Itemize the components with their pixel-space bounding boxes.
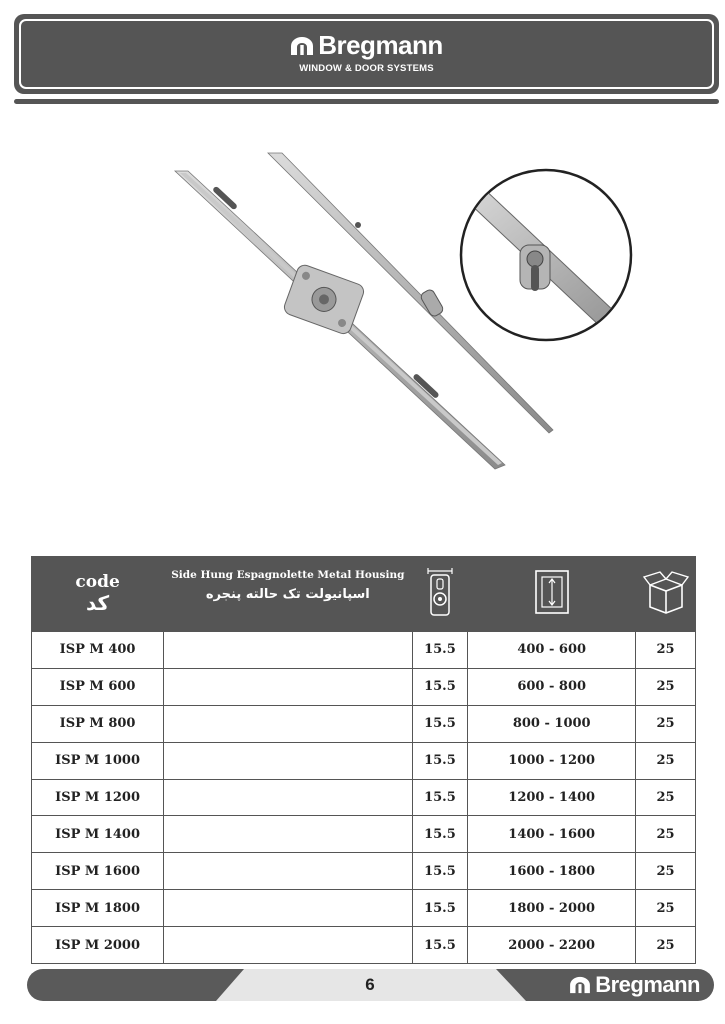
table-row: [32, 705, 696, 742]
cell-backset: 15.5: [412, 890, 468, 927]
cell-qty: 25: [636, 816, 696, 853]
code-label: code: [75, 571, 120, 592]
cell-qty: 25: [636, 853, 696, 890]
cell-range: 2000 - 2200: [468, 927, 636, 964]
cell-code: ISP M 1400: [32, 816, 164, 853]
cell-range: 1400 - 1600: [468, 816, 636, 853]
bregmann-logo-icon: [569, 976, 591, 994]
table-row: [32, 816, 696, 853]
cell-qty: 25: [636, 705, 696, 742]
title-en: Side Hung Espagnolette Metal Housing: [171, 569, 405, 581]
table-row: [32, 853, 696, 890]
cell-qty: 25: [636, 890, 696, 927]
header-banner: [14, 14, 719, 94]
cell-range: 1800 - 2000: [468, 890, 636, 927]
cell-range: 600 - 800: [468, 668, 636, 705]
box-column-header: [636, 557, 696, 632]
box-icon: [642, 569, 690, 615]
cell-blank: [164, 668, 412, 705]
cell-backset: 15.5: [412, 927, 468, 964]
code-column-header: [32, 557, 164, 632]
backset-column-header: [412, 557, 468, 632]
product-table: [31, 556, 696, 964]
cell-qty: 25: [636, 742, 696, 779]
sash-height-icon: [532, 568, 572, 616]
cell-blank: [164, 890, 412, 927]
cell-code: ISP M 1800: [32, 890, 164, 927]
footer-brand: [569, 972, 700, 998]
cell-code: ISP M 400: [32, 632, 164, 669]
cell-code: ISP M 1000: [32, 742, 164, 779]
cell-range: 1200 - 1400: [468, 779, 636, 816]
cell-range: 1600 - 1800: [468, 853, 636, 890]
espagnolette-product-image: [150, 145, 650, 485]
cell-backset: 15.5: [412, 853, 468, 890]
cell-qty: 25: [636, 927, 696, 964]
footer-brand-name: Bregmann: [595, 972, 700, 997]
cell-blank: [164, 779, 412, 816]
table-row: [32, 668, 696, 705]
cell-backset: 15.5: [412, 632, 468, 669]
table-row: [32, 742, 696, 779]
cell-qty: 25: [636, 668, 696, 705]
cell-range: 400 - 600: [468, 632, 636, 669]
cell-code: ISP M 2000: [32, 927, 164, 964]
cell-blank: [164, 853, 412, 890]
table-header-row: [32, 557, 696, 632]
page-number: 6: [365, 975, 375, 994]
cell-backset: 15.5: [412, 668, 468, 705]
table-row: [32, 890, 696, 927]
cell-range: 800 - 1000: [468, 705, 636, 742]
cell-backset: 15.5: [412, 779, 468, 816]
backset-icon: [423, 565, 457, 619]
brand-block: [14, 30, 719, 74]
bregmann-logo-icon: [290, 36, 314, 56]
cell-blank: [164, 816, 412, 853]
table-row: [32, 632, 696, 669]
cell-blank: [164, 742, 412, 779]
cell-blank: [164, 632, 412, 669]
cell-backset: 15.5: [412, 742, 468, 779]
table-row: [32, 927, 696, 964]
cell-blank: [164, 927, 412, 964]
title-fa: اسپانیولت تک حالته پنجره: [205, 587, 370, 602]
header-underline: [14, 99, 719, 104]
cell-qty: 25: [636, 779, 696, 816]
cell-range: 1000 - 1200: [468, 742, 636, 779]
cell-code: ISP M 1600: [32, 853, 164, 890]
range-column-header: [468, 557, 636, 632]
brand-subtitle: WINDOW & DOOR SYSTEMS: [299, 63, 434, 74]
cell-code: ISP M 600: [32, 668, 164, 705]
footer-bar: [26, 968, 714, 1002]
title-column-header: [164, 557, 412, 632]
cell-code: ISP M 800: [32, 705, 164, 742]
cell-code: ISP M 1200: [32, 779, 164, 816]
cell-backset: 15.5: [412, 705, 468, 742]
code-label-fa: کد: [85, 590, 110, 615]
cell-blank: [164, 705, 412, 742]
brand-name: Bregmann: [318, 30, 443, 60]
table-row: [32, 779, 696, 816]
cell-qty: 25: [636, 632, 696, 669]
cell-backset: 15.5: [412, 816, 468, 853]
